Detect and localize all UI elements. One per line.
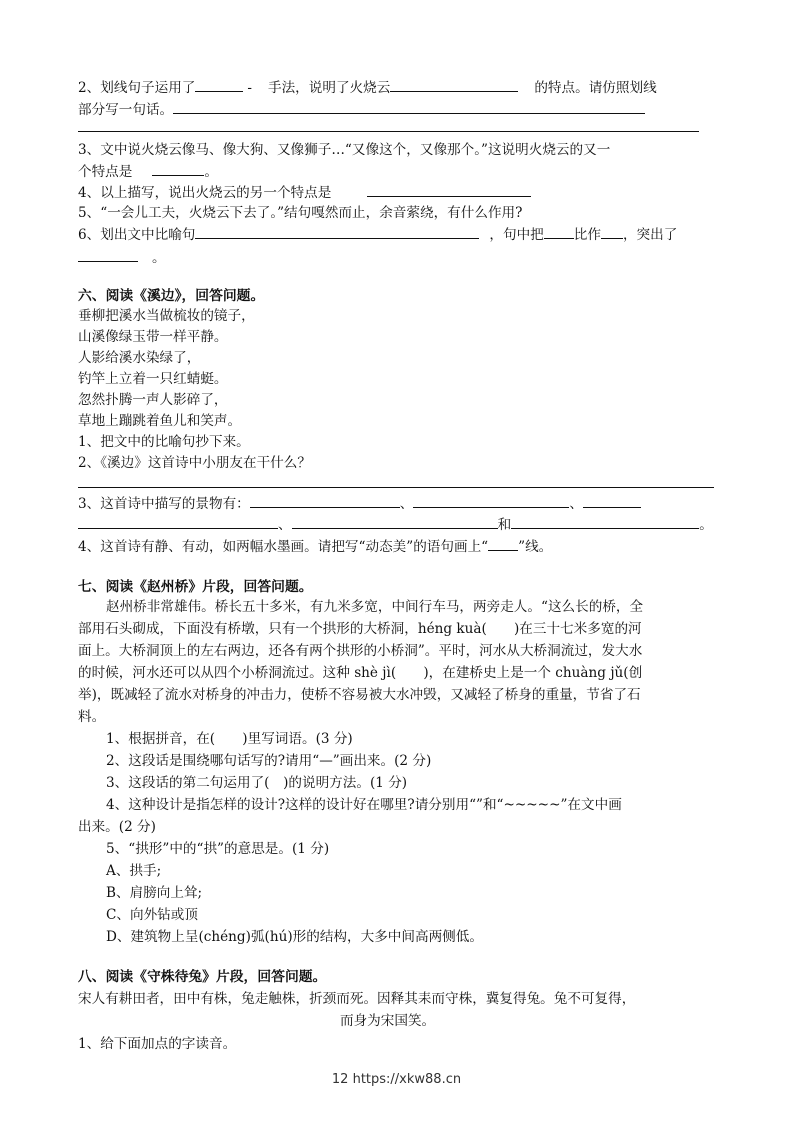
s6-question-1: 1、把文中的比喻句抄下来。: [78, 434, 250, 450]
poem-line: 人影给溪水染绿了，: [78, 350, 201, 366]
answer-blank: [488, 537, 518, 551]
option-c: C、向外钻或顶: [106, 907, 198, 923]
s7-question-5: 5、“拱形”中的“拱”的意思是。(1 分): [106, 841, 330, 857]
passage-line: 举)，既减轻了流水对桥身的冲击力，使桥不容易被大水冲毁，又减轻了桥身的重量，节省了石: [78, 687, 641, 703]
s7-question-2: 2、这段话是围绕哪句话写的?请用“—”画出来。(2 分): [106, 753, 432, 769]
passage-line: 而身为宋国笑。: [340, 1013, 436, 1029]
poem-line: 垂柳把溪水当做梳妆的镜子，: [78, 308, 255, 324]
s7-question-3: 3、这段话的第二句运用了( )的说明方法。(1 分): [106, 775, 408, 791]
passage-line: 的时候，河水还可以从四个小桥洞流过。这种 shè jì( )，在建桥史上是一个 chuàng jǔ(创: [78, 665, 643, 681]
q5-5: 5、“一会儿工夫，火烧云下去了。”结句嘎然而止，余音萦绕，有什么作用?: [78, 205, 523, 221]
poem-line: 钓竿上立着一只红蜻蜓。: [78, 371, 228, 387]
poem-line: 草地上蹦跳着鱼儿和笑声。: [78, 413, 242, 429]
answer-blank: [544, 225, 574, 239]
answer-blank: [583, 494, 641, 508]
answer-blank: [292, 515, 498, 529]
answer-blank: [173, 100, 645, 114]
option-a: A、拱手;: [106, 863, 162, 879]
q5-3-line2: 个特点是 。: [78, 164, 218, 180]
s7-question-4-line1: 4、这种设计是指怎样的设计?这样的设计好在哪里?请分别用“”和“~~~~~”在文中画: [106, 797, 622, 813]
s6-question-2: 2、《溪边》这首诗中小朋友在干什么？: [78, 455, 311, 471]
s7-question-1: 1、根据拼音，在( )里写词语。(3 分): [106, 731, 353, 747]
answer-blank: [367, 183, 531, 197]
passage-line: 面上。大桥洞顶上的左右两边，还各有两个拱形的小桥洞”。平时，河水从大桥洞流过，发大水: [78, 643, 643, 659]
section-6-title: 六、阅读《溪边》，回答问题。: [78, 288, 265, 304]
s6-question-3-line1: 3、这首诗中描写的景物有： 、 、: [78, 494, 641, 513]
q5-6-line1: 6、划出文中比喻句 ，句中把 比作 ，突出了: [78, 227, 678, 243]
q5-2-line2: 部分写一句话。: [78, 100, 645, 119]
option-d: D、建筑物上呈(chéng)弧(hú)形的结构，大多中间高两侧低。: [106, 929, 483, 945]
answer-blank: [78, 515, 278, 529]
option-b: B、肩膀向上耸;: [106, 885, 203, 901]
answer-blank: [601, 225, 623, 239]
s7-question-4-line2: 出来。(2 分): [78, 819, 156, 835]
passage-line: 宋人有耕田者，田中有株，兔走触株，折颈而死。因释其耒而守株，冀复得兔。兔不可复得，: [78, 991, 636, 1007]
answer-blank: [413, 494, 569, 508]
s6-question-4: 4、这首诗有静、有动，如两幅水墨画。请把写“动态美”的语句画上“ ”线。: [78, 539, 553, 555]
poem-line: 山溪像绿玉带一样平静。: [78, 329, 228, 345]
answer-blank: [195, 225, 479, 239]
page-footer: 12 https://xkw88.cn: [331, 1072, 462, 1087]
answer-blank: [152, 162, 204, 176]
q5-3-line1: 3、文中说火烧云像马、像大狗、又像狮子…“又像这个，又像那个。”这说明火烧云的又一: [78, 142, 611, 158]
section-7-title: 七、阅读《赵州桥》片段，回答问题。: [78, 579, 313, 595]
passage-line: 赵州桥非常雄伟。桥长五十多米，有九米多宽，中间行车马，两旁走人。“这么长的桥，全: [106, 599, 644, 615]
q5-4: 4、以上描写，说出火烧云的另一个特点是: [78, 183, 531, 202]
q5-2-line1: 2、划线句子运用了 - 手法，说明了火烧云 的特点。请仿照划线: [78, 80, 657, 96]
answer-blank: [250, 494, 400, 508]
s6-question-3-line2: 、 和 。: [78, 515, 713, 534]
q5-6-line2: 。: [78, 248, 166, 267]
passage-line: 料。: [78, 709, 106, 725]
section-8-title: 八、阅读《守株待兔》片段，回答问题。: [78, 969, 327, 985]
s8-question-1: 1、给下面加点的字读音。: [78, 1036, 237, 1052]
answer-blank: [390, 78, 518, 92]
passage-line: 部用石头砌成，下面没有桥墩，只有一个拱形的大桥洞，héng kuà( )在三十七米多宽的河: [78, 621, 642, 637]
answer-line: [78, 487, 714, 488]
answer-line: [78, 131, 699, 132]
answer-blank: [511, 515, 699, 529]
answer-blank: [195, 78, 243, 92]
poem-line: 忽然扑腾一声人影碎了，: [78, 392, 228, 408]
answer-blank: [78, 248, 138, 262]
